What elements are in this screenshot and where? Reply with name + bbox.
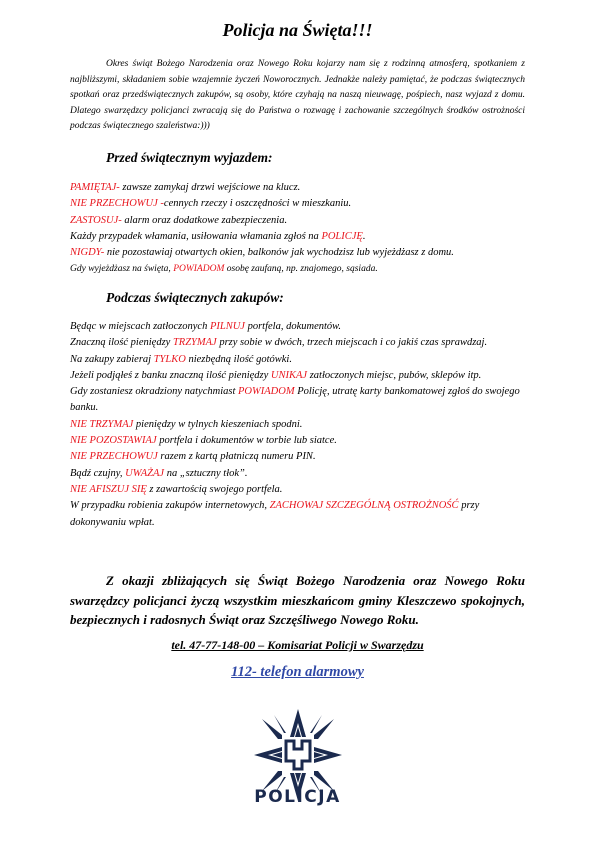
- red-keyword: UWAŻAJ: [125, 467, 165, 479]
- red-keyword: NIE AFISZUJ SIĘ: [70, 483, 147, 495]
- item-pre: Bądź czujny,: [70, 467, 126, 479]
- item-pre: Znaczną ilość pieniędzy: [70, 337, 173, 349]
- item-text: portfela i dokumentów w torbie lub siatce.: [156, 435, 337, 447]
- alarm-number-link[interactable]: 112- telefon alarmowy: [231, 664, 364, 680]
- red-keyword: PAMIĘTAJ-: [70, 182, 120, 193]
- item-text: pieniędzy w tylnych kieszeniach spodni.: [133, 418, 303, 430]
- list-item: [70, 417, 525, 433]
- phone-line: tel. 47-77-148-00 – Komisariat Policji w Swarzędzu: [171, 638, 424, 652]
- red-keyword: NIE PRZECHOWUJ -: [70, 198, 164, 210]
- item-text: .: [362, 230, 366, 242]
- list-item: [70, 498, 525, 531]
- red-keyword: POWIADOM: [173, 264, 225, 275]
- list-item: [70, 335, 525, 351]
- list-item: [70, 180, 525, 196]
- red-keyword: PILNUJ: [209, 321, 245, 332]
- item-pre: Jeżeli podjąłeś z banku znaczną ilość pieniędzy: [70, 369, 271, 381]
- section1-list: [70, 180, 525, 278]
- list-item: [70, 466, 525, 482]
- red-keyword: ZASTOSUJ-: [70, 214, 122, 226]
- section2-list: [70, 319, 525, 531]
- item-text: razem z kartą płatniczą numeru PIN.: [157, 451, 316, 463]
- item-text: alarm oraz dodatkowe zabezpieczenia.: [121, 214, 288, 226]
- item-text: zawsze zamykaj drzwi wejściowe na klucz.: [119, 182, 301, 193]
- page-title: Policja na Święta!!!: [222, 20, 373, 40]
- item-pre: Każdy przypadek włamania, usiłowania włamania zgłoś na: [70, 230, 322, 242]
- item-text: przy sobie w dwóch, trzech miejscach i co jakiś czas sprawdzaj.: [216, 337, 488, 349]
- red-keyword: ZACHOWAJ SZCZEGÓLNĄ OSTROŻNOŚĆ: [269, 500, 459, 512]
- item-text: portfela, dokumentów.: [244, 321, 342, 332]
- item-text: Policję, utratę karty bankomatowej zgłoś do swojego banku.: [70, 386, 520, 414]
- red-keyword: NIGDY-: [70, 247, 105, 259]
- list-item: [70, 433, 525, 449]
- list-item: [70, 213, 525, 229]
- list-item: [70, 245, 525, 261]
- policja-logo-text: POLICJA: [254, 787, 341, 807]
- item-pre: Gdy zostaniesz okradziony natychmiast: [70, 386, 238, 398]
- list-item: [70, 261, 525, 277]
- item-pre: Na zakupy zabieraj: [70, 353, 154, 365]
- intro-paragraph: Okres świąt Bożego Narodzenia oraz Nowego Roku kojarzy nam się z rodzinną atmosferą, spotkaniem z najbliższymi, składaniem sobie wzajemnie życzeń Noworocznych. Jednakże należy pamiętać, że podczas świątecznych spotkań oraz przedświątecznych zakupów, są osoby, które czyhają na naszą nieuwagę, pośpiech, nasz wyjazd z domu. Dlatego swarzędzcy policjanci zwracają się do Państwa o rozwagę i zachowanie szczególnych środków ostrożności podczas świątecznego szaleństwa:))): [70, 59, 525, 131]
- red-keyword: NIE TRZYMAJ: [70, 418, 134, 430]
- item-text: cennych rzeczy i oszczędności w mieszkaniu.: [163, 198, 352, 210]
- list-item: [70, 482, 525, 498]
- item-text: niezbędną ilość gotówki.: [185, 353, 292, 365]
- red-keyword: NIE POZOSTAWIAJ: [70, 435, 157, 447]
- red-keyword: NIE PRZECHOWUJ: [70, 451, 158, 463]
- red-keyword: POWIADOM: [238, 386, 295, 398]
- item-text: zatłoczonych miejsc, pubów, sklepów itp.: [307, 369, 482, 381]
- closing-wishes: Z okazji zbliżających się Świąt Bożego Narodzenia oraz Nowego Roku swarzędzcy policjanci życzą wszystkim mieszkańcom gminy Kleszczewo spokojnych, bezpiecznych i radosnych Świąt oraz Szczęśliwego Nowego Roku.: [70, 573, 525, 627]
- list-item: [70, 368, 525, 384]
- list-item: [70, 319, 525, 335]
- red-keyword: POLICJĘ: [321, 230, 363, 242]
- item-text: przy dokonywaniu wpłat.: [70, 500, 480, 528]
- item-pre: Będąc w miejscach zatłoczonych: [70, 321, 210, 332]
- section1-heading: Przed świątecznym wyjazdem:: [106, 150, 273, 165]
- red-keyword: TRZYMAJ: [172, 337, 217, 349]
- red-keyword: UNIKAJ: [270, 369, 308, 381]
- item-pre: W przypadku robienia zakupów internetowych,: [70, 500, 270, 512]
- list-item: [70, 352, 525, 368]
- item-text: nie pozostawiaj otwartych okien, balkonów jak wychodzisz lub wyjeżdżasz z domu.: [104, 247, 454, 259]
- list-item: [70, 196, 525, 212]
- item-text: osobę zaufaną, np. znajomego, sąsiada.: [224, 264, 378, 275]
- section2-heading: Podczas świątecznych zakupów:: [106, 290, 284, 305]
- list-item: [70, 449, 525, 465]
- item-text: z zawartością swojego portfela.: [146, 483, 283, 495]
- red-keyword: TYLKO: [153, 353, 186, 365]
- list-item: [70, 384, 525, 417]
- item-pre: Gdy wyjeżdżasz na święta,: [70, 264, 174, 275]
- item-text: na „sztuczny tłok”.: [164, 467, 248, 479]
- list-item: [70, 229, 525, 245]
